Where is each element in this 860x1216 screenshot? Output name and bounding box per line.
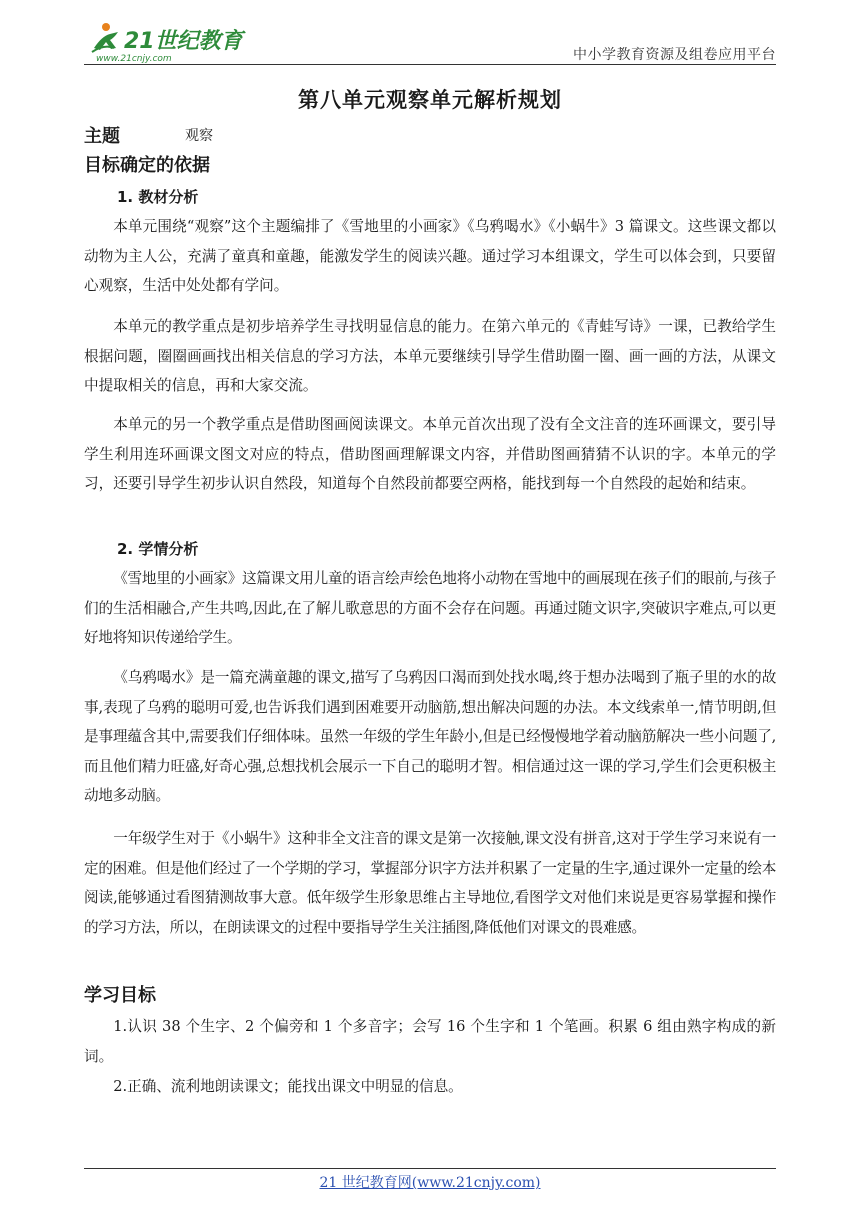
header-divider (84, 64, 776, 65)
paragraph: 本单元围绕“观察”这个主题编排了《雪地里的小画家》《乌鸦喝水》《小蜗牛》3 篇课文。这些课文都以动物为主人公，充满了童真和童趣，能激发学生的阅读兴趣。通过学习本组课文，学生可以体会到，只要留心观察，生活中处处都有学问。 (84, 218, 776, 294)
theme-value: 观察 (185, 128, 213, 144)
footer-divider (84, 1168, 776, 1169)
header-platform-text: 中小学教育资源及组卷应用平台 (573, 47, 776, 63)
subheading-textbook-analysis: 1. 教材分析 (117, 188, 199, 206)
paragraph: 本单元的教学重点是初步培养学生寻找明显信息的能力。在第六单元的《青蛙写诗》一课，已教给学生根据问题，圈圈画画找出相关信息的学习方法，本单元要继续引导学生借助圈一圈、画一画的方法，从课文中提取相关的信息，再和大家交流。 (84, 318, 776, 394)
page-title: 第八单元观察单元解析规划 (298, 88, 562, 112)
logo-url: www.21cnjy.com (96, 54, 172, 64)
paragraph: 1.认识 38 个生字、2 个偏旁和 1 个多音字；会写 16 个生字和 1 个笔画。积累 6 组由熟字构成的新词。 (84, 1018, 776, 1065)
section-heading-learning-goals: 学习目标 (84, 985, 156, 1006)
footer-link[interactable]: 21 世纪教育网(www.21cnjy.com) (319, 1175, 541, 1191)
page-header (84, 18, 776, 64)
theme-label: 主题 (84, 126, 120, 147)
paragraph: 一年级学生对于《小蜗牛》这种非全文注音的课文是第一次接触,课文没有拼音,这对于学生学习来说有一定的困难。但是他们经过了一个学期的学习，掌握部分识字方法并积累了一定量的生字,通过课外一定量的绘本阅读,能够通过看图猜测故事大意。低年级学生形象思维占主导地位,看图学文对他们来说是更容易掌握和操作的学习方法，所以，在朗读课文的过程中要指导学生关注插图,降低他们对课文的畏难感。 (84, 830, 776, 936)
theme-row (84, 122, 213, 147)
site-logo[interactable] (84, 18, 254, 64)
section-heading-basis: 目标确定的依据 (84, 155, 210, 176)
paragraph: 2.正确、流利地朗读课文；能找出课文中明显的信息。 (113, 1078, 463, 1095)
runner-logo-icon (84, 18, 254, 64)
paragraph: 本单元的另一个教学重点是借助图画阅读课文。本单元首次出现了没有全文注音的连环画课文，要引导学生利用连环画课文图文对应的特点，借助图画理解课文内容，并借助图画猜猜不认识的字。本单元的学习，还要引导学生初步认识自然段，知道每个自然段前都要空两格，能找到每一个自然段的起始和结束。 (84, 416, 776, 492)
paragraph: 《乌鸦喝水》是一篇充满童趣的课文,描写了乌鸦因口渴而到处找水喝,终于想办法喝到了瓶子里的水的故事,表现了乌鸦的聪明可爱,也告诉我们遇到困难要开动脑筋,想出解决问题的办法。本文线索单一,情节明朗,但是事理蕴含其中,需要我们仔细体味。虽然一年级的学生年龄小,但是已经慢慢地学着动脑筋解决一些小问题了,而且他们精力旺盛,好奇心强,总想找机会展示一下自己的聪明才智。相信通过这一课的学习,学生们会更积极主动地多动脑。 (84, 669, 776, 804)
logo-text: 21世纪教育 (124, 29, 243, 54)
paragraph: 《雪地里的小画家》这篇课文用儿童的语言绘声绘色地将小动物在雪地中的画展现在孩子们的眼前,与孩子们的生活相融合,产生共鸣,因此,在了解儿歌意思的方面不会存在问题。再通过随文识字,突破识字难点,可以更好地将知识传递给学生。 (84, 570, 776, 646)
subheading-learner-analysis: 2. 学情分析 (117, 540, 199, 558)
